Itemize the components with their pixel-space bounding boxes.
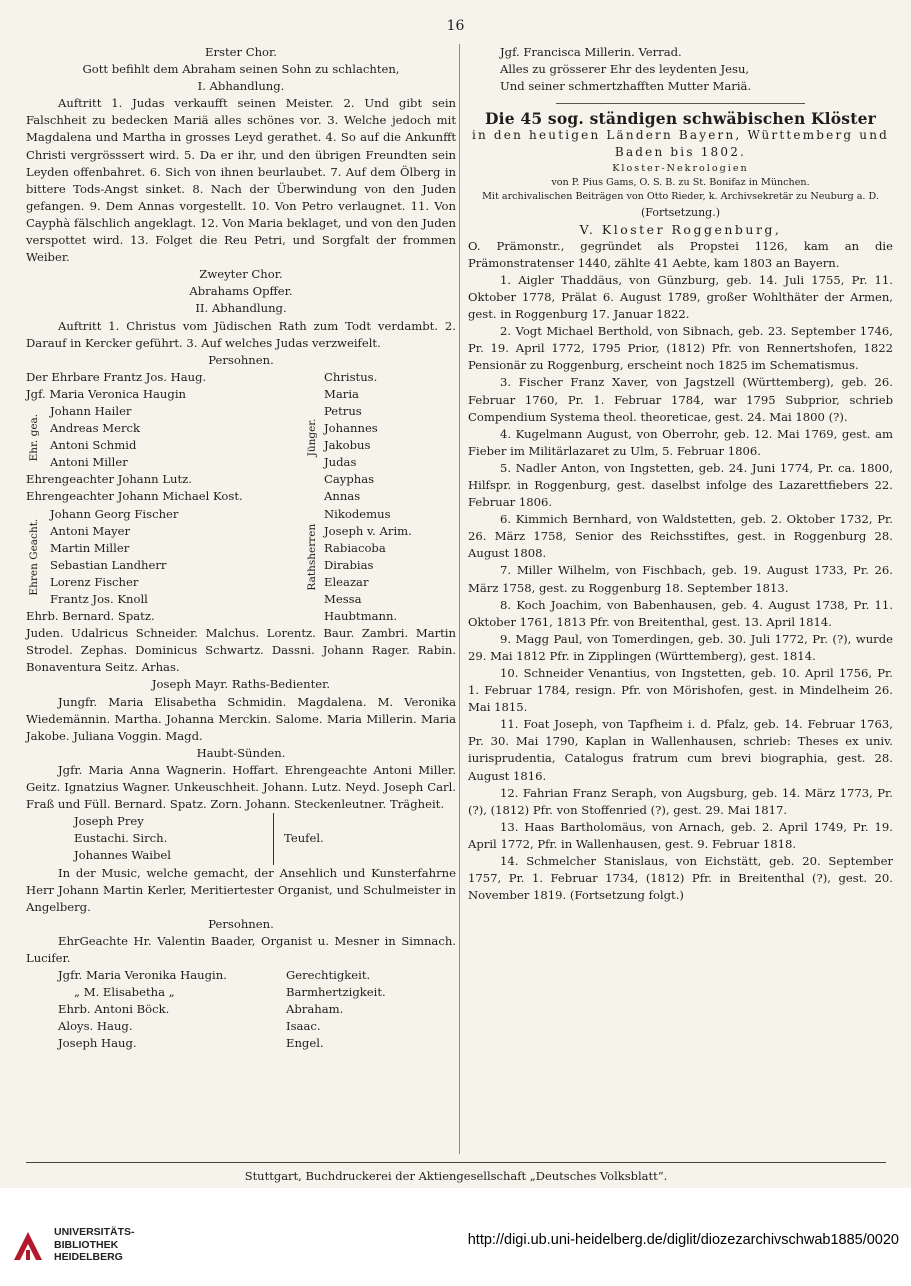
article-title: Die 45 sog. ständigen schwäbischen Klöster <box>484 109 877 129</box>
cast-row <box>26 488 456 505</box>
cast-row <box>26 386 456 403</box>
necrology-entry: 12. Fahrian Franz Seraph, von Augsburg, geb. 14. März 1773, Pr. (?), (1812) Pfr. von Stoffenried (?), gest. 29. Mai 1817. <box>468 785 893 817</box>
cast-actor: Frantz Jos. Knoll <box>50 592 148 606</box>
music-text: In der Music, welche gemacht, der Ansehlich und Kunsterfahrne Herr Johann Martin Kerler, Meritiertester Organist, und Schulmeister in Angelberg. <box>26 865 456 914</box>
cast-role: Judas <box>324 455 357 470</box>
cast-actor: Joseph Prey <box>74 814 144 829</box>
cast-role: Maria <box>324 386 359 401</box>
cast-role: Messa <box>324 592 362 606</box>
cast-row <box>26 967 456 984</box>
cast-group-disciples <box>26 403 456 471</box>
section-heading: V. Kloster Roggenburg, <box>579 221 782 237</box>
persons2-heading: Persohnen. <box>208 916 274 931</box>
cast-actor: Lorenz Fischer <box>50 574 139 589</box>
cast-actor: Johann Hailer <box>50 403 132 418</box>
persons2-text: EhrGeachte Hr. Valentin Baader, Organist u. Mesner in Simnach. Lucifer. <box>26 933 456 965</box>
cast-actor: Sebastian Landherr <box>50 557 167 572</box>
suenden-text: Jgfr. Maria Anna Wagnerin. Hoffart. Ehrengeachte Antoni Miller. Geitz. Ignatzius Wagner. Unkeuschheit. Johann. Lutz. Neyd. Joseph Carl. Fraß und Füll. Bernard. Spatz. Zorn. Johann. Steckenleutner. Trägheit. <box>26 762 456 812</box>
cast-row <box>26 471 456 488</box>
cast-role: Rabiacoba <box>324 540 386 555</box>
cast-actor: Johann Georg Fischer <box>50 506 179 521</box>
jungfr-text: Jungfr. Maria Elisabetha Schmidin. Magdalena. M. Veronika Wiedemännin. Martha. Johanna Merckin. Salome. Maria Millerin. Maria Jakobe. Juliana Voggin. Magd. <box>26 694 456 743</box>
source-url-link[interactable]: http://digi.ub.uni-heidelberg.de/diglit/diozezarchivschwab1885/0020 <box>467 1232 899 1248</box>
group-names <box>46 403 304 471</box>
kloster-nekrologien: Kloster-Nekrologien <box>612 162 749 174</box>
library-line: HEIDELBERG <box>54 1251 123 1263</box>
right-top-line: Jgf. Francisca Millerin. Verrad. <box>500 45 682 59</box>
right-top-line: Und seiner schmertzhafften Mutter Mariä. <box>500 79 752 94</box>
library-bar <box>0 1188 911 1286</box>
group-role-label: Jünger. <box>306 418 318 457</box>
cast-actor: Ehrb. Bernard. Spatz. <box>26 609 155 624</box>
devils-label: Teufel. <box>284 831 324 846</box>
chor2-heading: Zweyter Chor. <box>199 267 283 282</box>
fortsetzung-note: (Fortsetzung.) <box>641 205 720 219</box>
cast-actor: Jgf. Maria Veronica Haugin <box>26 386 186 401</box>
group-names <box>46 506 304 609</box>
necrology-entry: 3. Fischer Franz Xaver, von Jagstzell (Württemberg), geb. 26. Februar 1760, Pr. 1. Februar 1784, war 1795 Subprior, schrieb Compendium Systema theol. theoreticae, gest. 24. Mai 1800 (?). <box>468 375 893 424</box>
cast-actor: Der Ehrbare Frantz Jos. Haug. <box>26 369 207 384</box>
group-label: Ehren Geacht. <box>28 518 40 596</box>
cast-actor: „ M. Elisabetha „ <box>74 985 175 1000</box>
cast-role: Christus. <box>324 369 378 384</box>
cast-actor: Antoni Miller <box>50 455 128 470</box>
necrology-entry: 14. Schmelcher Stanislaus, von Eichstätt, geb. 20. September 1757, Pr. 1. Februar 1734, (1812) Pfr. in Breitenthal (?), gest. 20. November 1819. (Fortsetzung folgt.) <box>468 854 893 903</box>
cast-role: Gerechtigkeit. <box>286 968 371 983</box>
page-number: 16 <box>446 18 465 34</box>
cast-actor: Antoni Schmid <box>50 438 137 453</box>
cast-actor: Andreas Merck <box>50 421 141 436</box>
group-label: Ehr. gea. <box>28 413 40 461</box>
article-subtitle: in den heutigen Ländern Bayern, Württemberg und Baden bis 1802. <box>471 128 890 160</box>
separator-rule <box>556 103 805 104</box>
cast-actor: Ehrengeachter Johann Lutz. <box>26 472 192 487</box>
group-role-label: Rathsherren <box>306 523 318 591</box>
printer-footer: Stuttgart, Buchdruckerei der Aktiengesellschaft „Deutsches Volksblatt“. <box>26 1162 886 1183</box>
cast-role: Dirabias <box>324 557 374 572</box>
cast-role: Isaac. <box>286 1019 321 1034</box>
cast-role: Johannes <box>324 421 378 436</box>
library-line: BIBLIOTHEK <box>54 1238 119 1251</box>
cast-row <box>26 1001 456 1018</box>
section-intro: O. Prämonstr., gegründet als Propstei 1126, kam an die Prämonstratenser 1440, zählte 41 Aebte, kam 1803 an Bayern. <box>468 238 893 270</box>
cast-role: Cayphas <box>324 472 375 487</box>
cast-role: Annas <box>324 489 361 504</box>
cast-actor: Jgfr. Maria Veronika Haugin. <box>58 968 227 983</box>
necrology-entry: 11. Foat Joseph, von Tapfheim i. d. Pfalz, geb. 14. Februar 1763, Pr. 30. Mai 1790, Kaplan in Wallenhausen, schrieb: Theses ex univ. iurisprudentia, Catalogus fratrum cum brevi biographia, gest. 28. August 1816. <box>468 717 893 783</box>
necrology-entry: 7. Miller Wilhelm, von Fischbach, geb. 19. August 1733, Pr. 26. März 1758, gest. zu Roggenburg 18. September 1813. <box>468 563 893 595</box>
cast-actor: Aloys. Haug. <box>58 1019 133 1034</box>
cast-role: Jakobus <box>324 438 371 453</box>
right-column <box>468 44 893 904</box>
abh1-heading: I. Abhandlung. <box>197 79 285 94</box>
juden-text: Juden. Udalricus Schneider. Malchus. Lorentz. Baur. Zambri. Martin Strodel. Zephas. Dominicus Schwartz. Dassni. Johann Rager. Rabin. Bonaventura Seitz. Arhas. <box>26 626 456 675</box>
cast-actor: Johannes Waibel <box>74 848 171 863</box>
cast-actor: Martin Miller <box>50 540 130 555</box>
cast-group-councillors <box>26 506 456 609</box>
cast-row <box>26 1035 456 1052</box>
necrology-entry: 4. Kugelmann August, von Oberrohr, geb. 12. Mai 1769, gest. am Fieber im Militärlazaret zu Ulm, 5. Februar 1806. <box>468 426 893 458</box>
abh2-heading: II. Abhandlung. <box>195 301 287 316</box>
cast-actor: Joseph Haug. <box>58 1036 137 1051</box>
abh2-body: Auftritt 1. Christus vom Jüdischen Rath zum Todt verdambt. 2. Darauf in Kercker geführt. 3. Auf welches Judas verzweifelt. <box>26 318 456 350</box>
devils-names <box>26 813 274 864</box>
necrology-entry: 13. Haas Bartholomäus, von Arnach, geb. 2. April 1749, Pr. 19. April 1772, Pfr. in Wallenhausen, gest. 9. Februar 1818. <box>468 819 893 851</box>
cast-actor: Ehrengeachter Johann Michael Kost. <box>26 489 243 504</box>
necrology-entry: 1. Aigler Thaddäus, von Günzburg, geb. 14. Juli 1755, Pr. 11. Oktober 1778, Prälat 6. August 1789, großer Wohlthäter der Armen, gest. in Roggenburg 17. Januar 1822. <box>468 272 893 322</box>
cast-actor: Ehrb. Antoni Böck. <box>58 1002 170 1017</box>
abh1-body: Auftritt 1. Judas verkaufft seinen Meister. 2. Und gibt sein Falschheit zu bedecken Mariä alles schönes vor. 3. Welche jedoch mit Magdalena und Martha in grosses Leyd gerathet. 4. So auf die Ankunfft Christi vergrösssert wird. 5. Da er ihr, und den übrigen Freundten sein Leyden offenbahret. 6. Sich von ihnen beurlaubet. 7. Auf dem Ölberg in bittere Tods-Angst sinket. 8. Nach der Überwindung von den Juden gefangen. 9. Dem Annas vorgestellt. 10. Von Petro verlaugnet. 11. Von Cayphà fälschlich angeklagt. 12. Von Maria beklaget, und von den Juden verspottet wird. 13. Folget die Reu Petri, und Sorgfalt der frommen Weiber. <box>26 96 456 265</box>
group-roles <box>324 506 456 609</box>
contrib-line: Mit archivalischen Beiträgen von Otto Rieder, k. Archivsekretär zu Neuburg a. D. <box>482 190 879 202</box>
cast-role: Eleazar <box>324 574 369 589</box>
cast-row <box>26 1018 456 1035</box>
group-roles <box>324 403 456 471</box>
library-name <box>54 1226 135 1264</box>
cast-role: Engel. <box>286 1036 324 1051</box>
left-column <box>26 44 456 1053</box>
column-divider <box>459 44 460 1154</box>
library-logo-icon <box>10 1228 46 1264</box>
cast-role: Haubtmann. <box>324 609 398 624</box>
cast-role: Barmhertzigkeit. <box>286 985 386 1000</box>
devils-group <box>26 813 456 864</box>
persons-heading: Persohnen. <box>208 352 274 367</box>
necrology-entry: 9. Magg Paul, von Tomerdingen, geb. 30. Juli 1772, Pr. (?), wurde 29. Mai 1812 Pfr. in Zipplingen (Württemberg), gest. 1814. <box>468 631 893 663</box>
cast-actor: Antoni Mayer <box>50 523 131 538</box>
necrology-entry: 10. Schneider Venantius, von Ingstetten, geb. 10. April 1756, Pr. 1. Februar 1784, resign. Pfr. von Mörishofen, gest. in Mindelheim 26. Mai 1815. <box>468 666 893 715</box>
chor1-text: Gott befihlt dem Abraham seinen Sohn zu schlachten, <box>82 62 400 77</box>
cast-row <box>26 369 456 386</box>
chor1-heading: Erster Chor. <box>205 45 277 59</box>
cast-role: Nikodemus <box>324 506 391 521</box>
author-line: von P. Pius Gams, O. S. B. zu St. Bonifaz in München. <box>551 176 810 188</box>
haubtsuenden-heading: Haubt-Sünden. <box>196 745 286 760</box>
bediener-line: Joseph Mayr. Raths-Bedienter. <box>151 677 331 692</box>
cast-role: Joseph v. Arim. <box>324 523 412 538</box>
cast-actor: Eustachi. Sirch. <box>74 831 168 846</box>
necrology-entry: 2. Vogt Michael Berthold, von Sibnach, geb. 23. September 1746, Pr. 19. April 1772, 1795 Prior, (1812) Pfr. von Rennertshofen, 1822 Pensionär zu Roggenburg, erscheint noch 1825 im Schematismus. <box>468 324 893 373</box>
necrology-entry: 8. Koch Joachim, von Babenhausen, geb. 4. August 1738, Pr. 11. Oktober 1761, 1813 Pfr. von Breitenthal, gest. 13. April 1814. <box>468 597 893 629</box>
cast-row <box>26 608 456 625</box>
necrology-entry: 5. Nadler Anton, von Ingstetten, geb. 24. Juni 1774, Pr. ca. 1800, Hilfspr. in Roggenburg, gest. daselbst infolge des Lazarettfiebers 22. Februar 1806. <box>468 460 893 510</box>
cast-role: Petrus <box>324 403 362 418</box>
right-top-line: Alles zu grösserer Ehr des leydenten Jesu, <box>500 62 750 77</box>
cast-row <box>26 984 456 1001</box>
necrology-entry: 6. Kimmich Bernhard, von Waldstetten, geb. 2. Oktober 1732, Pr. 26. März 1758, Senior des Reichsstiftes, gest. in Roggenburg 28. August 1808. <box>468 512 893 561</box>
cast-role: Abraham. <box>286 1002 344 1017</box>
library-line: UNIVERSITÄTS- <box>54 1226 135 1238</box>
chor2-text: Abrahams Opffer. <box>189 284 293 299</box>
